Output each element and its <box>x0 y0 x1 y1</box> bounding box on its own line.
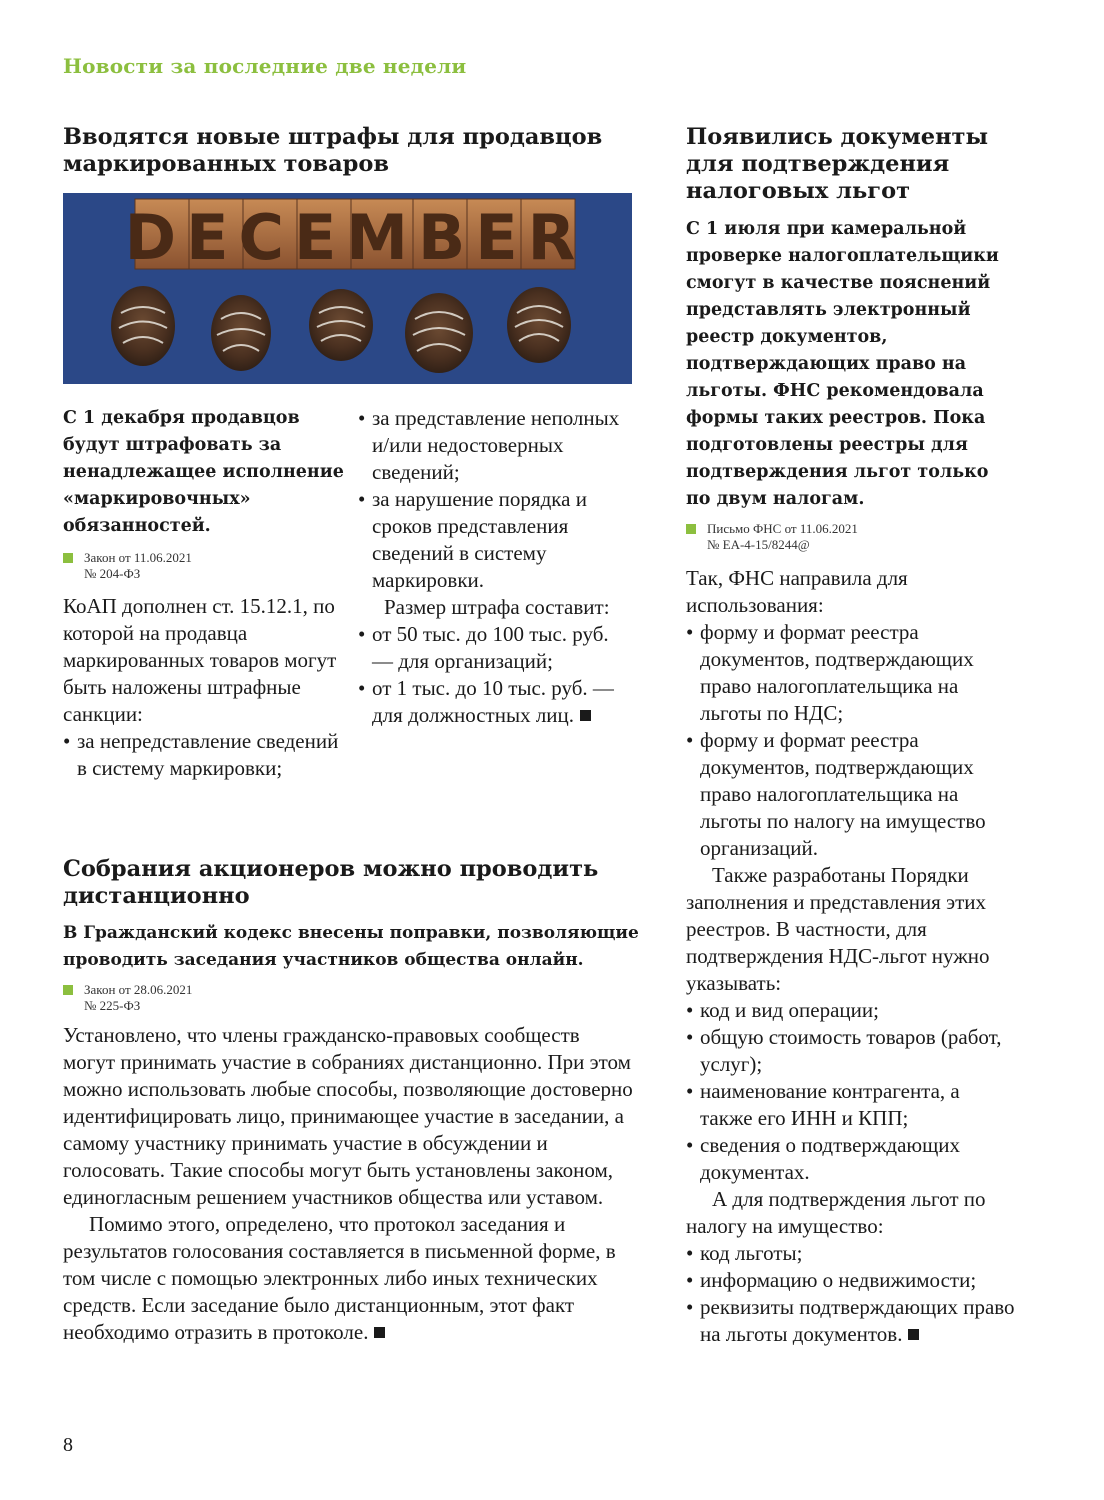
article3-property-para: А для подтверждения льгот по налогу на имущество: <box>686 1187 986 1238</box>
article2-para2-text: Помимо этого, определено, что протокол заседания и результатов голосования составляется в письменной форме, в том числе с помощью электронных либо иных технических средств. Если заседание было дистанционным, этот факт необходимо отразить в протоколе. <box>63 1212 616 1344</box>
article1-lead: С 1 декабря продавцов будут штрафовать за ненадлежащее исполнение «маркировочных» обязанностей. <box>63 408 344 536</box>
list-item <box>358 675 633 729</box>
article1-photo <box>63 193 632 384</box>
list-item-text: от 1 тыс. до 10 тыс. руб. — для должностных лиц. <box>372 676 614 727</box>
list-item: • код льготы; <box>686 1240 1016 1267</box>
article1-title: Вводятся новые штрафы для продавцов маркированных товаров <box>63 124 603 177</box>
end-mark-icon <box>374 1327 385 1338</box>
list-item: • общую стоимость товаров (работ, услуг); <box>686 1024 1016 1078</box>
article1-right-column <box>358 405 633 729</box>
article2-para1: Установлено, что члены гражданско-правовых сообществ могут принимать участие в собраниях дистанционно. При этом можно использовать любые способы, позволяющие достоверно идентифицировать лицо, принимающее участие в заседании, а самому участнику принимать участие в обсуждении и голосовать. Такие способы могут быть установлены законом, единогласным решением участников общества или уставом. <box>63 1023 633 1209</box>
article3-forms <box>686 619 1016 862</box>
list-item-text: реквизиты подтверждающих право на льготы документов. <box>700 1295 1015 1346</box>
article3-intro: Так, ФНС направила для использования: <box>686 566 908 617</box>
article1-intro-block <box>63 593 348 782</box>
list-item: • за непредставление сведений в систему маркировки; <box>63 728 348 782</box>
vat-items <box>686 997 1016 1186</box>
image-word: DECEMBER <box>124 201 586 274</box>
list-item: • за представление неполных и/или недостоверных сведений; <box>358 405 633 486</box>
property-items <box>686 1240 1016 1348</box>
article3-title: Появились документы для подтверждения налоговых льгот <box>686 124 989 204</box>
article3-lead: С 1 июля при камеральной проверке налогоплательщики смогут в качестве пояснений представлять электронный реестр документов, подтверждающих право на льготы. ФНС рекомендовала формы таких реестров. Пока подготовлены реестры для подтверждения льгот только по двум налогам. <box>686 219 999 509</box>
source-line: № 204-ФЗ <box>84 566 141 581</box>
fines-list <box>358 621 633 729</box>
december-pinecones-image <box>63 193 632 384</box>
article2-body <box>63 1022 633 1346</box>
end-mark-icon <box>908 1329 919 1340</box>
source-line: № ЕА-4-15/8244@ <box>707 537 810 552</box>
fine-intro: Размер штрафа составит: <box>384 595 610 619</box>
source-marker-icon <box>63 553 73 563</box>
end-mark-icon <box>580 710 591 721</box>
article1-source <box>63 550 348 582</box>
list-item: • форму и формат реестра документов, подтверждающих право налогоплательщика на льготы по НДС; <box>686 619 1016 727</box>
article1-bullets-part2 <box>358 405 633 594</box>
list-item: • наименование контрагента, а также его ИНН и КПП; <box>686 1078 1016 1132</box>
list-item: • сведения о подтверждающих документах. <box>686 1132 1016 1186</box>
article1-left-column <box>63 405 348 782</box>
article2-lead: В Гражданский кодекс внесены поправки, позволяющие проводить заседания участников общества онлайн. <box>63 923 639 970</box>
article2-title: Собрания акционеров можно проводить дистанционно <box>63 856 599 909</box>
article1-bullets-part1 <box>63 728 348 782</box>
source-line: Закон от 11.06.2021 <box>84 550 192 565</box>
article2-para2 <box>63 1211 633 1346</box>
source-line: Закон от 28.06.2021 <box>84 982 193 997</box>
source-line: Письмо ФНС от 11.06.2021 <box>707 521 858 536</box>
article3-orders-para: Также разработаны Порядки заполнения и представления этих реестров. В частности, для подтверждения НДС-льгот нужно указывать: <box>686 863 990 995</box>
list-item: • информацию о недвижимости; <box>686 1267 1016 1294</box>
list-item <box>686 1294 1016 1348</box>
article1-intro: КоАП дополнен ст. 15.12.1, по которой на продавца маркированных товаров могут быть наложены штрафные санкции: <box>63 594 337 726</box>
section-label: Новости за последние две недели <box>63 54 467 78</box>
letter-blocks <box>125 199 586 274</box>
source-marker-icon <box>63 985 73 995</box>
article3-column <box>686 216 1015 1348</box>
article3-body <box>686 565 1016 1348</box>
list-item: • от 50 тыс. до 100 тыс. руб. — для организаций; <box>358 621 633 675</box>
list-item: • код и вид операции; <box>686 997 1016 1024</box>
article3-source <box>686 521 1004 553</box>
list-item: • за нарушение порядка и сроков представления сведений в систему маркировки. <box>358 486 633 594</box>
source-line: № 225-ФЗ <box>84 998 141 1013</box>
source-marker-icon <box>686 524 696 534</box>
page-number: 8 <box>63 1434 73 1456</box>
list-item: • форму и формат реестра документов, подтверждающих право налогоплательщика на льготы по налогу на имущество организаций. <box>686 727 1016 862</box>
